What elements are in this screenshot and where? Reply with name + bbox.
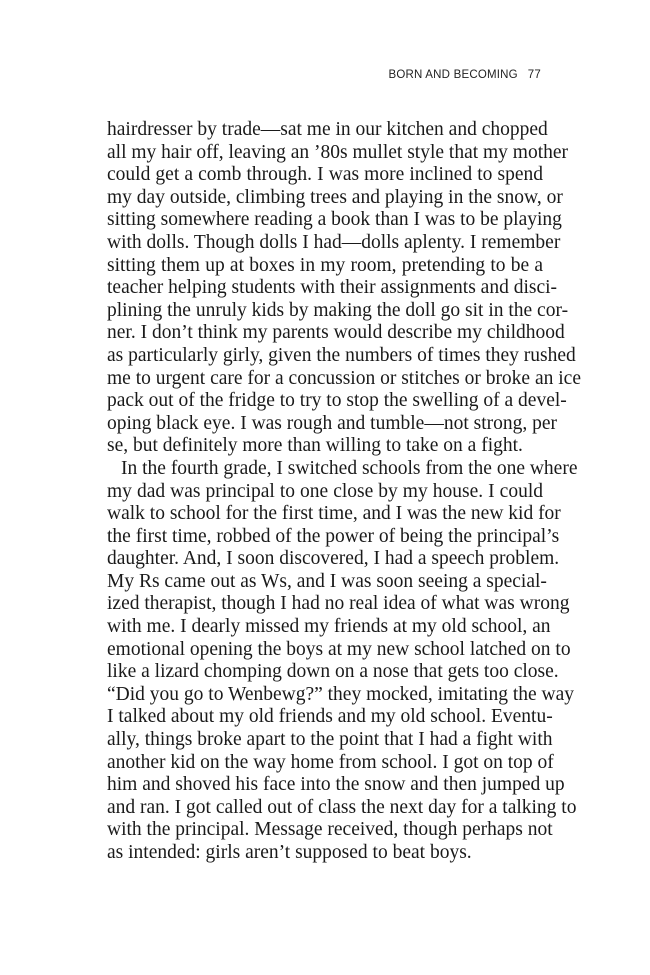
text-line: ized therapist, though I had no real idea of what was wrong	[107, 593, 570, 615]
text-line: walk to school for the first time, and I was the new kid for	[107, 503, 561, 525]
text-line: with the principal. Message received, though perhaps not	[107, 819, 553, 841]
text-line: my dad was principal to one close by my house. I could	[107, 480, 543, 502]
text-line: I talked about my old friends and my old school. Eventu-	[107, 706, 553, 728]
running-head-title: BORN AND BECOMING	[388, 69, 518, 81]
text-line: as intended: girls aren’t supposed to beat boys.	[107, 842, 472, 863]
page-number: 77	[527, 69, 541, 81]
text-line: could get a comb through. I was more inclined to spend	[107, 164, 543, 186]
text-line: ner. I don’t think my parents would describe my childhood	[107, 322, 565, 344]
text-line: pack out of the fridge to try to stop the swelling of a devel-	[107, 390, 567, 412]
text-line: like a lizard chomping down on a nose that gets too close.	[107, 661, 559, 683]
text-line: and ran. I got called out of class the next day for a talking to	[107, 796, 577, 818]
text-line: all my hair off, leaving an ’80s mullet style that my mother	[107, 141, 569, 163]
text-line: my day outside, climbing trees and playing in the snow, or	[107, 186, 563, 208]
text-line: se, but definitely more than willing to take on a fight.	[107, 435, 523, 457]
text-line: with dolls. Though dolls I had—dolls aplenty. I remember	[107, 231, 561, 253]
text-line: In the fourth grade, I switched schools from the one where	[121, 457, 578, 479]
text-line: plining the unruly kids by making the doll go sit in the cor-	[107, 299, 569, 321]
text-line: emotional opening the boys at my new school latched on to	[107, 638, 571, 660]
text-line: My Rs came out as Ws, and I was soon seeing a special-	[107, 570, 547, 592]
text-line: as particularly girly, given the numbers of times they rushed	[107, 344, 576, 366]
text-line: me to urgent care for a concussion or stitches or broke an ice	[107, 367, 581, 389]
text-line: hairdresser by trade—sat me in our kitchen and chopped	[107, 119, 548, 140]
running-head	[389, 69, 541, 81]
body-text	[107, 119, 581, 865]
text-line: ally, things broke apart to the point that I had a fight with	[107, 729, 553, 751]
text-line: with me. I dearly missed my friends at my old school, an	[107, 616, 551, 638]
text-line: sitting them up at boxes in my room, pretending to be a	[107, 254, 543, 276]
text-line: “Did you go to Wenbewg?” they mocked, imitating the way	[107, 683, 575, 705]
text-line: oping black eye. I was rough and tumble—not strong, per	[107, 412, 558, 434]
text-line: him and shoved his face into the snow and then jumped up	[107, 774, 565, 796]
text-line: sitting somewhere reading a book than I was to be playing	[107, 209, 562, 231]
text-line: daughter. And, I soon discovered, I had a speech problem.	[107, 548, 560, 570]
text-line: teacher helping students with their assignments and disci-	[107, 277, 558, 299]
text-line: the first time, robbed of the power of being the principal’s	[107, 525, 560, 547]
text-line: another kid on the way home from school. I got on top of	[107, 751, 554, 773]
